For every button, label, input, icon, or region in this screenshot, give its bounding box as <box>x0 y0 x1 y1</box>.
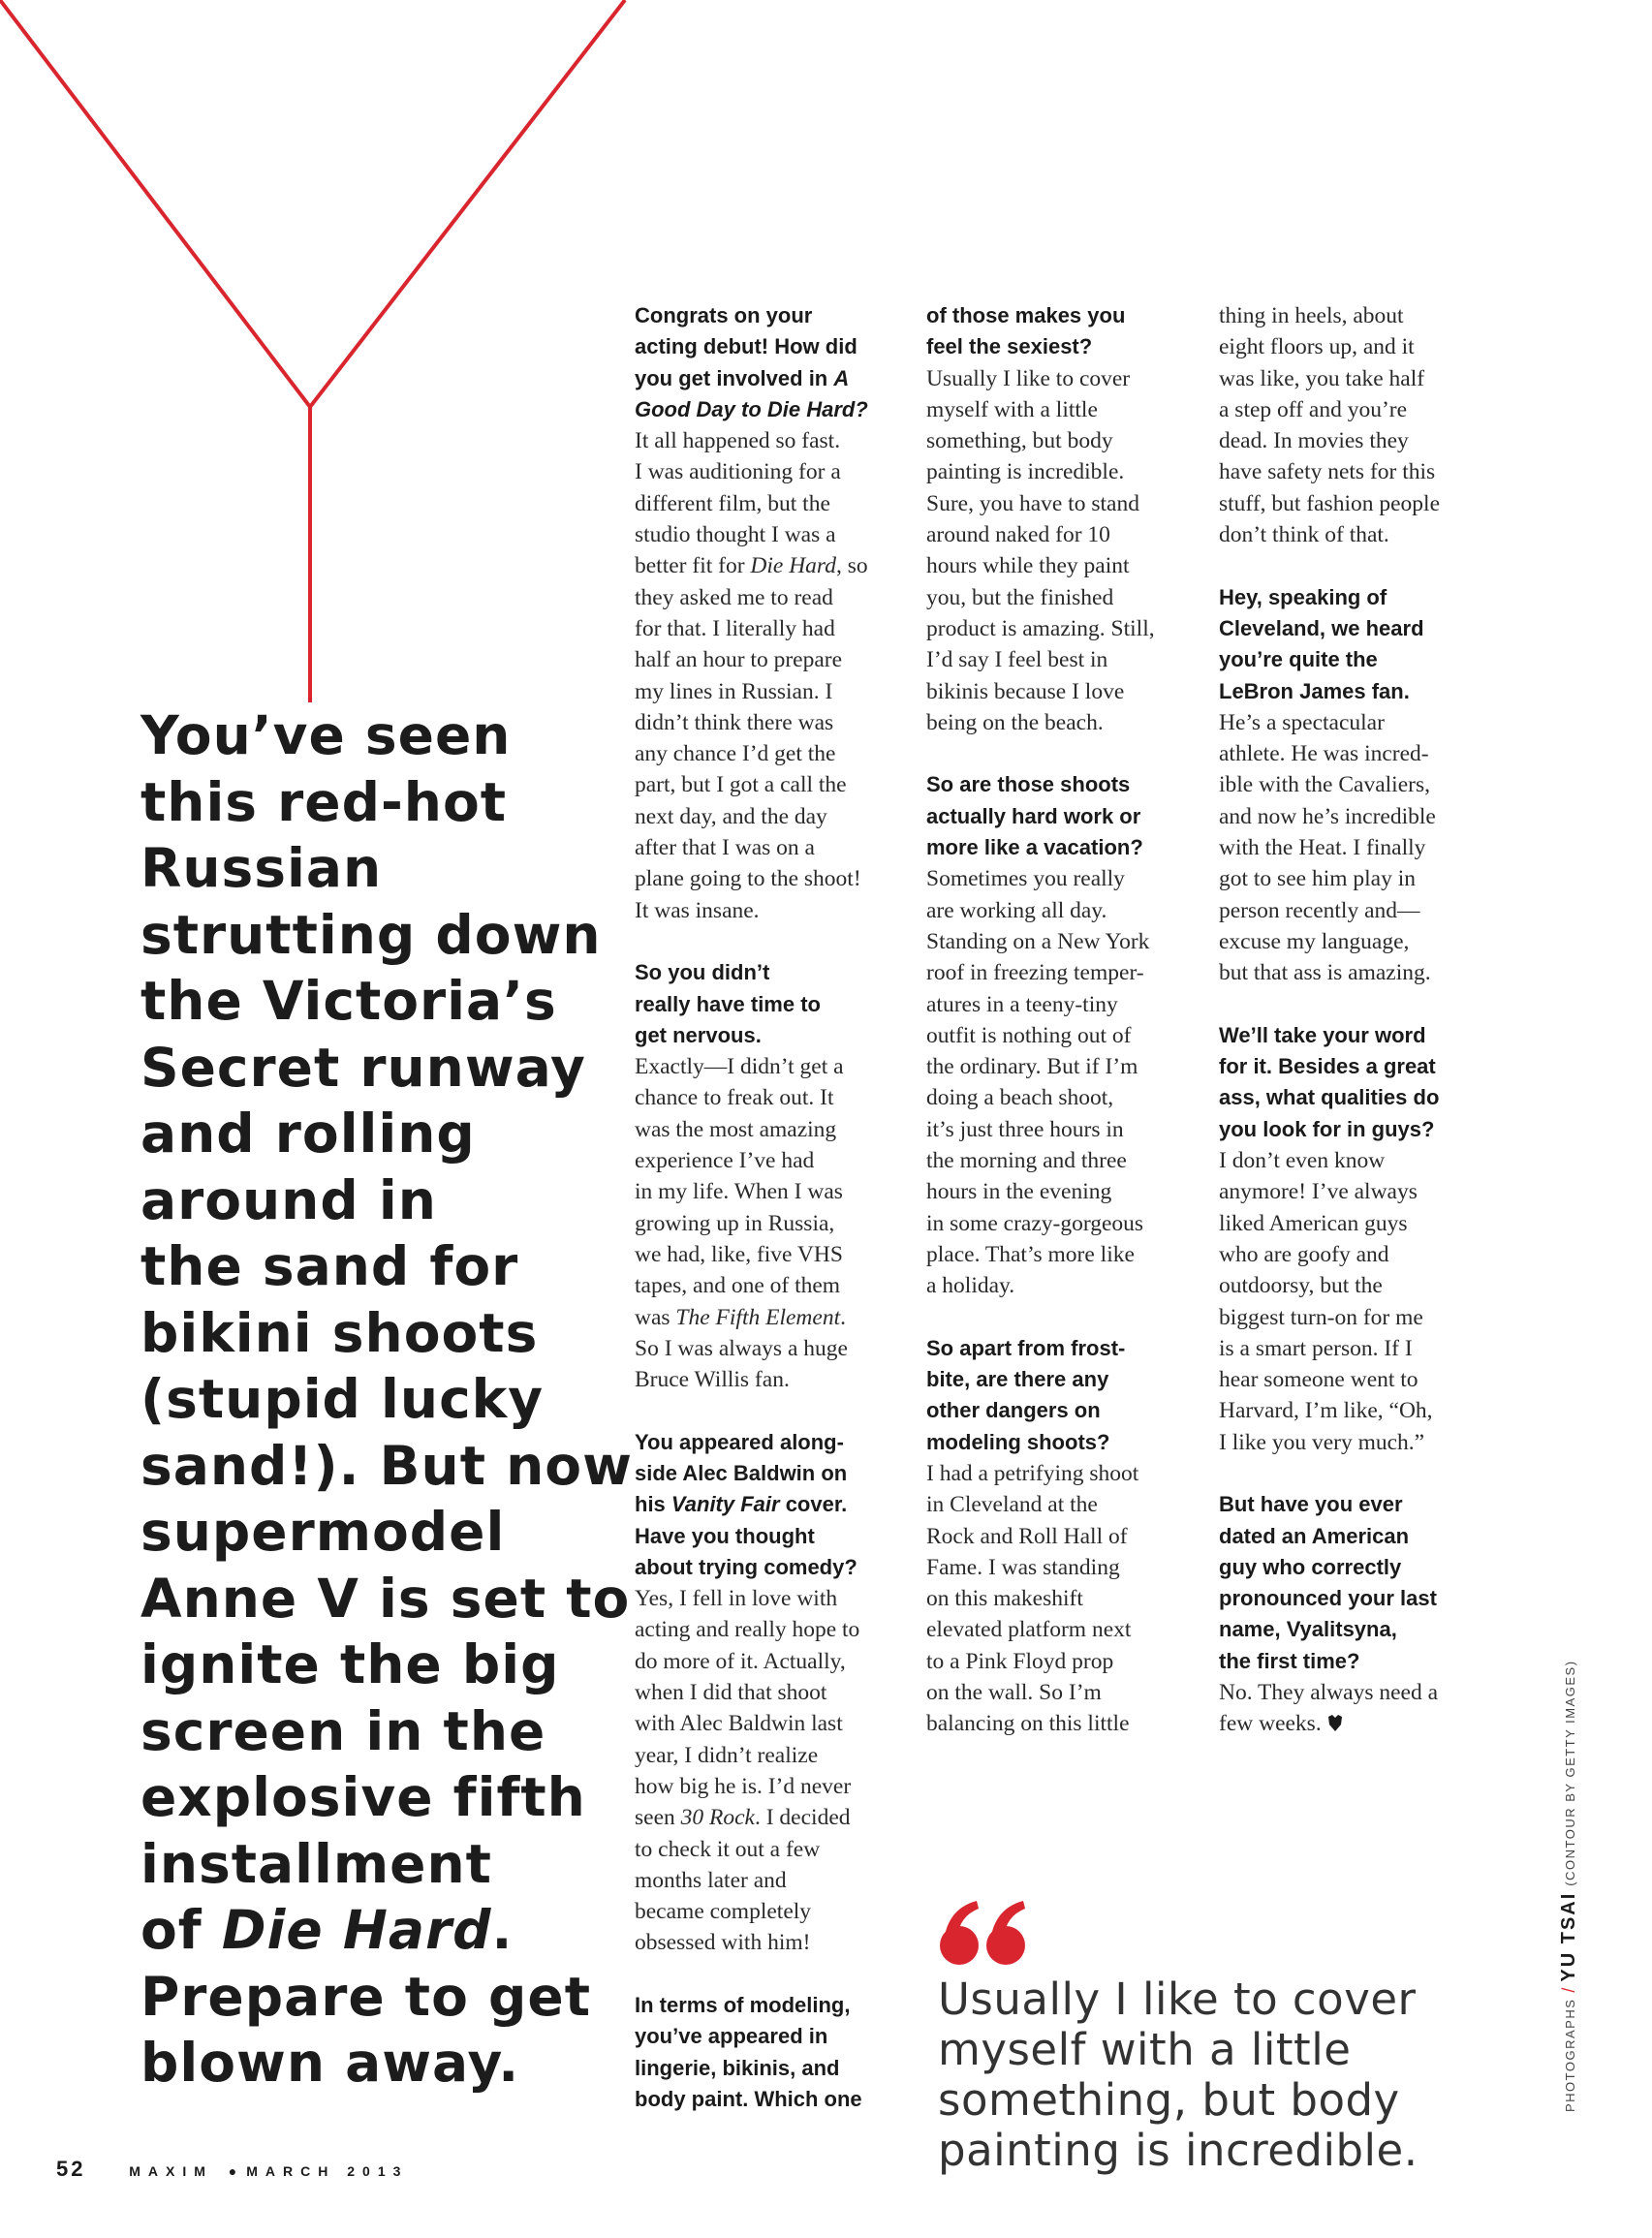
text-part: , so <box>835 553 868 579</box>
text-line: they asked me to read <box>635 584 833 610</box>
text-line: side Alec Baldwin on <box>635 1460 848 1485</box>
text-line: you, but the finished <box>926 584 1114 610</box>
intro-line-part: of <box>140 1899 222 1961</box>
text-line: Yes, I fell in love with <box>635 1586 838 1612</box>
text-line: something, but body <box>926 428 1113 454</box>
text-line: outfit is nothing out of <box>926 1022 1132 1048</box>
intro-line: the Victoria’s <box>140 970 557 1032</box>
text-line: you’re quite the <box>1219 647 1378 672</box>
show-title: 30 Rock <box>680 1805 755 1831</box>
intro-line: the sand for <box>140 1235 519 1297</box>
text-line: You appeared along- <box>635 1429 844 1454</box>
intro-deck <box>140 702 633 2097</box>
text-line: anymore! I’ve always <box>1219 1179 1418 1205</box>
text-line: So apart from frost- <box>926 1335 1126 1360</box>
text-line: other dangers on <box>926 1398 1101 1423</box>
text-line: any chance I’d get the <box>635 741 836 767</box>
text-line: Sometimes you really <box>926 866 1125 892</box>
text-line: really have time to <box>635 991 821 1016</box>
text-line: I was auditioning for a <box>635 459 841 485</box>
text-line: was like, you take half <box>1219 365 1425 391</box>
text-line: in my life. When I was <box>635 1179 843 1205</box>
pull-quote-text <box>938 1974 1481 2176</box>
text-line: of those makes you <box>926 303 1126 327</box>
magazine-title: Vanity Fair <box>670 1492 780 1517</box>
text-line: became completely <box>635 1899 812 1925</box>
text-line: roof in freezing temper- <box>926 960 1144 986</box>
red-y-line-graphic <box>0 0 639 717</box>
text-line: with Alec Baldwin last <box>635 1711 843 1737</box>
text-line <box>635 394 901 425</box>
text-line: elevated platform next <box>926 1617 1132 1643</box>
text-line: half an hour to prepare <box>635 647 843 673</box>
text-line: outdoorsy, but the <box>1219 1273 1383 1299</box>
text-part: seen <box>635 1805 681 1831</box>
text-line: liked American guys <box>1219 1210 1408 1236</box>
text-line: didn’t think there was <box>635 709 834 735</box>
intro-line: installment <box>140 1832 492 1895</box>
text-part: cover. <box>779 1492 848 1517</box>
text-line: stuff, but fashion people <box>1219 490 1441 516</box>
text-line: being on the beach. <box>926 709 1104 735</box>
credit-separator: / <box>1559 1987 1578 1993</box>
folio <box>129 2163 408 2179</box>
text-line: Standing on a New York <box>926 928 1150 954</box>
interview-answer <box>635 425 901 926</box>
intro-line: screen in the <box>140 1699 546 1762</box>
intro-line-part: . <box>491 1899 514 1961</box>
text-line: don’t think of that. <box>1219 522 1389 548</box>
text-line: to a Pink Floyd prop <box>926 1648 1114 1674</box>
text-line: a holiday. <box>926 1273 1015 1299</box>
text-line: got to see him play in <box>1219 866 1416 892</box>
pull-quote-line: something, but body <box>938 2074 1400 2126</box>
text-line: Usually I like to cover <box>926 365 1131 391</box>
text-line <box>635 363 901 394</box>
text-line <box>635 1489 901 1520</box>
text-line: how big he is. I’d never <box>635 1773 852 1799</box>
text-line: to check it out a few <box>635 1836 821 1862</box>
text-line: Exactly—I didn’t get a <box>635 1054 844 1080</box>
text-line: and now he’s incredible <box>1219 803 1436 829</box>
text-line: months later and <box>635 1867 787 1893</box>
interview-answer <box>926 863 1193 1301</box>
text-line: body paint. Which one <box>635 2086 862 2111</box>
text-line: LeBron James fan. <box>1219 678 1410 703</box>
text-line: do more of it. Actually, <box>635 1648 846 1674</box>
text-line: lingerie, bikinis, and <box>635 2055 840 2080</box>
page-footer <box>56 2157 408 2182</box>
text-line: dated an American <box>1219 1523 1410 1548</box>
photographer-name: YU TSAI <box>1558 1891 1579 1982</box>
film-title: The Fifth Element <box>675 1304 841 1330</box>
text-line: balancing on this little <box>926 1711 1130 1737</box>
interview-question <box>635 1427 901 1583</box>
text-part: his <box>635 1492 671 1517</box>
text-line: part, but I got a call the <box>635 772 847 798</box>
article-column-1 <box>635 300 901 2115</box>
text-line: I’d say I feel best in <box>926 647 1108 673</box>
text-line: a step off and you’re <box>1219 396 1408 422</box>
text-line: after that I was on a <box>635 835 815 861</box>
intro-line: strutting down <box>140 903 602 966</box>
text-line: painting is incredible. <box>926 459 1125 485</box>
issue-date: MARCH 2013 <box>246 2163 409 2179</box>
text-line: thing in heels, about <box>1219 303 1404 328</box>
intro-line: this red-hot <box>140 770 508 833</box>
intro-line: explosive fifth <box>140 1766 586 1828</box>
text-line: next day, and the day <box>635 803 827 829</box>
text-line: the ordinary. But if I’m <box>926 1054 1138 1080</box>
text-line: growing up in Russia, <box>635 1210 835 1236</box>
text-line: I had a petrifying shoot <box>926 1460 1139 1486</box>
interview-question <box>1219 1489 1485 1677</box>
publication-name: MAXIM <box>129 2163 213 2179</box>
text-line: So are those shoots <box>926 772 1131 797</box>
text-line: with the Heat. I finally <box>1219 835 1426 861</box>
interview-answer <box>635 1051 901 1395</box>
text-line: on this makeshift <box>926 1586 1083 1612</box>
interview-question <box>926 300 1193 363</box>
credit-label: PHOTOGRAPHS <box>1563 1998 1577 2112</box>
text-line: the first time? <box>1219 1648 1360 1673</box>
text-line: are working all day. <box>926 897 1107 923</box>
pull-quote-line: Usually I like to cover <box>938 1974 1417 2025</box>
text-line: biggest turn-on for me <box>1219 1304 1423 1330</box>
text-line: place. That’s more like <box>926 1241 1135 1267</box>
text-line: modeling shoots? <box>926 1429 1110 1454</box>
text-line: obsessed with him! <box>635 1930 811 1956</box>
text-line: acting debut! How did <box>635 334 857 359</box>
text-line <box>1219 1708 1485 1739</box>
maxim-end-mark-icon <box>1327 1715 1343 1732</box>
text-line: So I was always a huge <box>635 1335 848 1361</box>
text-line: my lines in Russian. I <box>635 678 833 704</box>
text-line: guy who correctly <box>1219 1554 1402 1579</box>
interview-answer <box>1219 1677 1485 1740</box>
text-line: in Cleveland at the <box>926 1492 1098 1518</box>
text-line: actually hard work or <box>926 803 1141 828</box>
folio-bullet: ● <box>228 2163 237 2179</box>
credit-agency: (CONTOUR BY GETTY IMAGES) <box>1563 1660 1577 1886</box>
text-line: In terms of modeling, <box>635 1993 851 2018</box>
text-line: it’s just three hours in <box>926 1116 1124 1142</box>
text-part: you get involved in <box>635 365 834 390</box>
red-quote-mark-icon <box>938 1899 1030 1967</box>
intro-line: bikini shoots <box>140 1301 539 1364</box>
text-line: myself with a little <box>926 396 1098 422</box>
intro-line: sand!). But now <box>140 1434 633 1497</box>
text-line: you’ve appeared in <box>635 2024 828 2049</box>
text-line: feel the sexiest? <box>926 334 1093 359</box>
text-line: Have you thought <box>635 1523 815 1548</box>
text-line: tapes, and one of them <box>635 1273 841 1299</box>
text-line: around naked for 10 <box>926 522 1110 548</box>
intro-line: supermodel <box>140 1501 506 1563</box>
text-line <box>635 550 901 581</box>
intro-line: Anne V is set to <box>140 1567 631 1630</box>
page-number: 52 <box>56 2157 86 2181</box>
text-line: chance to freak out. It <box>635 1085 834 1111</box>
pull-quote-line: myself with a little <box>938 2024 1352 2075</box>
text-line: get nervous. <box>635 1022 762 1047</box>
article-column-2 <box>926 300 1193 1740</box>
text-line: atures in a teeny-tiny <box>926 991 1118 1017</box>
text-line: But have you ever <box>1219 1492 1403 1517</box>
text-line: you look for in guys? <box>1219 1116 1435 1141</box>
text-line: athlete. He was incred- <box>1219 741 1429 767</box>
text-line: Rock and Roll Hall of <box>926 1523 1128 1549</box>
text-line: I don’t even know <box>1219 1148 1386 1174</box>
text-line: Sure, you have to stand <box>926 490 1139 516</box>
article-column-3 <box>1219 300 1485 1740</box>
text-line: different film, but the <box>635 490 830 516</box>
intro-line: Secret runway <box>140 1036 586 1099</box>
text-line: in some crazy-gorgeous <box>926 1210 1144 1236</box>
text-line: ible with the Cavaliers, <box>1219 772 1430 798</box>
text-part: . <box>840 1304 846 1330</box>
text-line: pronounced your last <box>1219 1586 1437 1611</box>
text-line: studio thought I was a <box>635 522 836 548</box>
text-line: experience I’ve had <box>635 1148 815 1174</box>
interview-answer <box>926 363 1193 739</box>
text-line: we had, like, five VHS <box>635 1241 843 1267</box>
text-line: It all happened so fast. <box>635 428 841 454</box>
intro-line: around in <box>140 1168 437 1231</box>
interview-answer <box>1219 1145 1485 1458</box>
pull-quote <box>938 1899 1481 2176</box>
text-line: product is amazing. Still, <box>926 615 1155 641</box>
film-title: A <box>833 365 850 390</box>
text-line: I like you very much.” <box>1219 1429 1425 1455</box>
text-line: Congrats on your <box>635 303 813 327</box>
intro-line: Prepare to get <box>140 1965 591 2028</box>
text-line: Fame. I was standing <box>926 1554 1120 1580</box>
text-line: Hey, speaking of <box>1219 584 1387 609</box>
text-line: No. They always need a <box>1219 1680 1439 1706</box>
film-title: Die Hard <box>221 1899 492 1961</box>
text-line: name, Vyalitsyna, <box>1219 1617 1397 1642</box>
interview-answer <box>635 1583 901 1959</box>
text-part: . I decided <box>754 1805 851 1831</box>
text-line: plane going to the shoot! <box>635 866 861 892</box>
text-line: bite, are there any <box>926 1367 1109 1392</box>
interview-answer <box>1219 707 1485 989</box>
text-line: year, I didn’t realize <box>635 1742 819 1768</box>
text-line <box>635 1302 901 1333</box>
intro-line: Russian <box>140 837 383 899</box>
intro-line: ignite the big <box>140 1633 560 1695</box>
intro-line: You’ve seen <box>140 704 512 766</box>
text-line: when I did that shoot <box>635 1680 827 1706</box>
interview-question <box>635 300 901 425</box>
text-line: who are goofy and <box>1219 1241 1389 1267</box>
text-line: hours in the evening <box>926 1179 1112 1205</box>
text-line: It was insane. <box>635 897 760 923</box>
text-line: We’ll take your word <box>1219 1022 1426 1047</box>
interview-answer <box>926 1458 1193 1740</box>
interview-question <box>926 769 1193 863</box>
interview-question <box>635 957 901 1051</box>
text-line: Cleveland, we heard <box>1219 615 1424 640</box>
text-line: So you didn’t <box>635 960 770 985</box>
text-line: on the wall. So I’m <box>926 1680 1102 1706</box>
interview-question <box>1219 1020 1485 1145</box>
text-line: person recently and— <box>1219 897 1420 923</box>
text-line: doing a beach shoot, <box>926 1085 1114 1111</box>
intro-line: (stupid lucky <box>140 1368 545 1430</box>
text-line: for it. Besides a great <box>1219 1054 1436 1079</box>
text-line: Bruce Willis fan. <box>635 1367 790 1393</box>
text-part: better fit for <box>635 553 751 579</box>
text-line: excuse my language, <box>1219 928 1410 954</box>
interview-question <box>1219 582 1485 707</box>
film-title: Die Hard <box>750 553 836 579</box>
film-title: Good Day to Die Hard? <box>635 396 868 421</box>
text-line: acting and really hope to <box>635 1617 860 1643</box>
intro-line <box>140 1897 625 1964</box>
photo-credit <box>1558 1660 1580 2112</box>
text-line: dead. In movies they <box>1219 428 1409 454</box>
text-line: was the most amazing <box>635 1116 837 1142</box>
text-line: eight floors up, and it <box>1219 334 1415 360</box>
interview-answer <box>1219 300 1485 550</box>
intro-line: and rolling <box>140 1103 476 1165</box>
text-part: was <box>635 1304 676 1330</box>
pull-quote-line: painting is incredible. <box>938 2125 1418 2176</box>
text-line: have safety nets for this <box>1219 459 1436 485</box>
interview-question <box>926 1333 1193 1458</box>
text-line: about trying comedy? <box>635 1554 857 1579</box>
text-line: bikinis because I love <box>926 678 1125 704</box>
text-line: He’s a spectacular <box>1219 709 1385 735</box>
text-line: is a smart person. If I <box>1219 1335 1413 1361</box>
interview-question <box>635 1990 901 2115</box>
text-line: Harvard, I’m like, “Oh, <box>1219 1398 1433 1424</box>
text-line: for that. I literally had <box>635 615 835 641</box>
text-line: the morning and three <box>926 1148 1127 1174</box>
text-line: ass, what qualities do <box>1219 1085 1440 1110</box>
text-line <box>635 1802 901 1833</box>
text-line: but that ass is amazing. <box>1219 960 1431 986</box>
intro-line: blown away. <box>140 2032 520 2094</box>
text-line: hear someone went to <box>1219 1367 1418 1393</box>
text-line: hours while they paint <box>926 553 1130 579</box>
text-part: few weeks. <box>1219 1711 1322 1737</box>
text-line: more like a vacation? <box>926 835 1143 860</box>
